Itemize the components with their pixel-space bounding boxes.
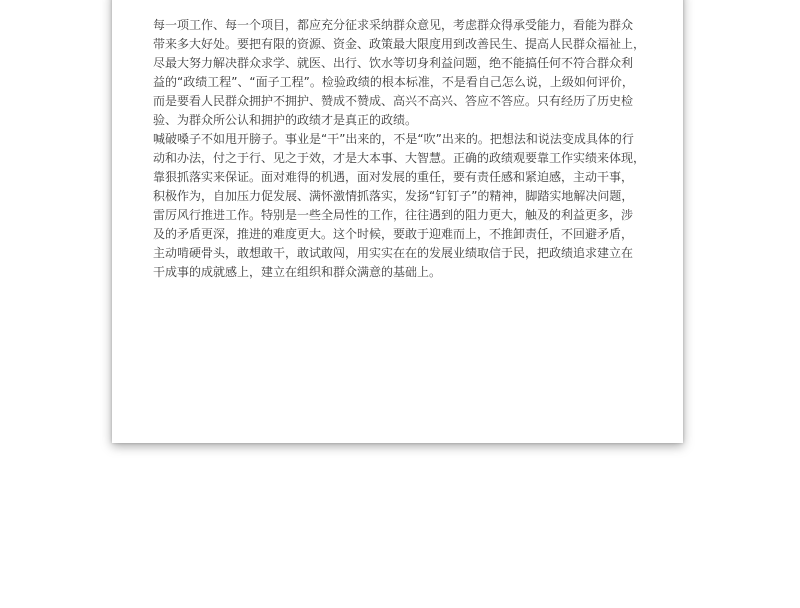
text-line: 积极作为，自加压力促发展、满怀激情抓落实，发扬“钉钉子”的精神，脚踏实地解决问题，	[153, 189, 634, 203]
text-line: 及的矛盾更深，推进的难度更大。这个时候，要敢于迎难而上，不推卸责任，不回避矛盾，	[153, 227, 634, 241]
text-line: 验、为群众所公认和拥护的政绩才是真正的政绩。	[153, 113, 418, 127]
text-line: 喊破嗓子不如甩开膀子。事业是“干”出来的，不是“吹”出来的。把想法和说法变成具体的行	[153, 132, 634, 146]
document-page	[112, 0, 683, 443]
text-line: 带来多大好处。要把有限的资源、资金、政策最大限度用到改善民生、提高人民群众福祉上，	[153, 37, 646, 51]
text-line: 干成事的成就感上，建立在组织和群众满意的基础上。	[153, 265, 442, 279]
text-line: 每一项工作、每一个项目，都应充分征求采纳群众意见，考虑群众得承受能力，看能为群众	[153, 18, 634, 32]
text-line: 而是要看人民群众拥护不拥护、赞成不赞成、高兴不高兴、答应不答应。只有经历了历史检	[153, 94, 634, 108]
text-line: 靠狠抓落实来保证。面对难得的机遇，面对发展的重任，要有责任感和紧迫感，主动干事，	[153, 170, 634, 184]
text-line: 雷厉风行推进工作。特别是一些全局性的工作，往往遇到的阻力更大，触及的利益更多，涉	[153, 208, 634, 222]
text-line: 益的“政绩工程”、“面子工程”。检验政绩的根本标准，不是看自己怎么说，上级如何评价，	[153, 75, 634, 89]
text-line: 动和办法，付之于行、见之于效，才是大本事、大智慧。正确的政绩观要靠工作实绩来体现，	[153, 151, 646, 165]
text-line: 主动啃硬骨头，敢想敢干，敢试敢闯，用实实在在的发展业绩取信于民，把政绩追求建立在	[153, 246, 634, 260]
document-body	[153, 16, 663, 282]
text-line: 尽最大努力解决群众求学、就医、出行、饮水等切身利益问题，绝不能搞任何不符合群众利	[153, 56, 634, 70]
